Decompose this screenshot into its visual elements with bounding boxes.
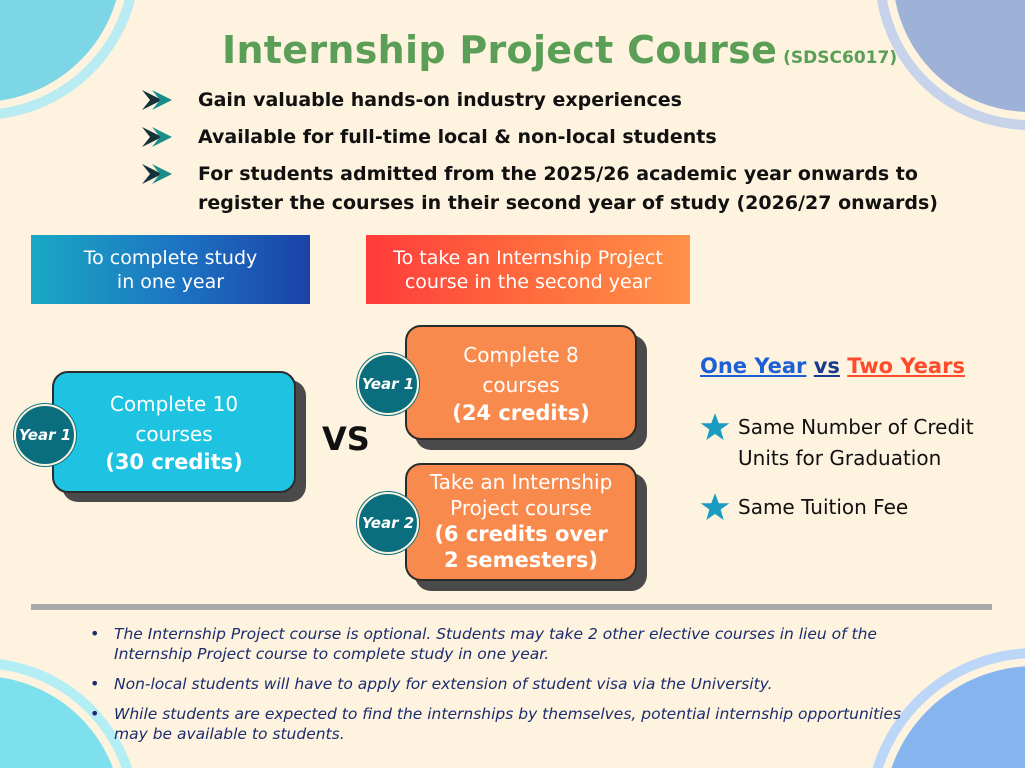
star-icon [700,412,730,442]
card-line: courses [482,373,560,397]
comparison-item [700,412,1000,474]
one-year-heading-line1: To complete study [83,246,258,269]
divider [31,604,992,610]
arrow-chevron-icon [140,125,174,149]
comparison-item [700,492,1000,523]
page-title [222,28,897,72]
note-item [90,704,910,744]
bullet-dot-icon: • [90,624,100,643]
key-point-text: Available for full-time local & non-local students [198,126,717,148]
bullet-dot-icon: • [90,704,100,723]
card-line: Project course [450,496,592,520]
key-point [140,86,1000,115]
note-item [90,624,910,664]
year-1-badge: Year 1 [14,404,76,466]
course-title: Internship Project Course [222,28,778,72]
note-item [90,674,910,694]
star-icon [700,492,730,522]
note-text: While students are expected to find the internships by themselves, potential internship opportunities may be available to students. [114,705,902,743]
comparison-title-one: One Year [700,354,807,378]
comparison-item-text: Same Number of Credit Units for Graduation [738,415,974,470]
two-year-year2-card [405,463,637,581]
two-year-heading [366,235,690,304]
key-point [140,160,1000,218]
comparison-item-text: Same Tuition Fee [738,495,909,519]
note-text: The Internship Project course is optional. Students may take 2 other elective courses in lieu of the Internship Project course to complete study in one year. [114,625,877,663]
note-text: Non-local students will have to apply for extension of student visa via the University. [114,675,773,693]
corner-decoration-top-left [0,0,130,110]
comparison-title-two: Two Years [847,354,965,378]
two-year-heading-line2: course in the second year [404,270,652,293]
comparison-title [700,354,965,378]
card-credits: (6 credits over [434,522,608,546]
course-code: (SDSC6017) [783,48,898,68]
year-2-badge: Year 2 [357,492,419,554]
card-line: Complete 10 [109,392,239,416]
comparison-title-vs: vs [813,354,840,378]
card-line: Take an Internship [429,470,613,494]
one-year-card [52,371,296,493]
card-credits: 2 semesters) [443,548,599,572]
year-1-badge: Year 1 [357,353,419,415]
two-year-year1-card [405,325,637,440]
key-point [140,123,1000,152]
key-points-list [140,86,1000,226]
bullet-dot-icon: • [90,674,100,693]
card-line: courses [135,422,213,446]
card-credits: (24 credits) [452,401,590,425]
key-point-text: For students admitted from the 2025/26 academic year onwards to register the courses in their second year of study (2026/27 onwards) [198,163,938,214]
one-year-heading [31,235,310,304]
notes-list [90,624,910,754]
card-line: Complete 8 [463,343,579,367]
key-point-text: Gain valuable hands-on industry experiences [198,89,682,111]
arrow-chevron-icon [140,88,174,112]
vs-label: VS [322,420,370,458]
card-credits: (30 credits) [105,450,243,474]
one-year-heading-line2: in one year [116,270,225,293]
two-year-heading-line1: To take an Internship Project [393,246,663,269]
arrow-chevron-icon [140,162,174,186]
